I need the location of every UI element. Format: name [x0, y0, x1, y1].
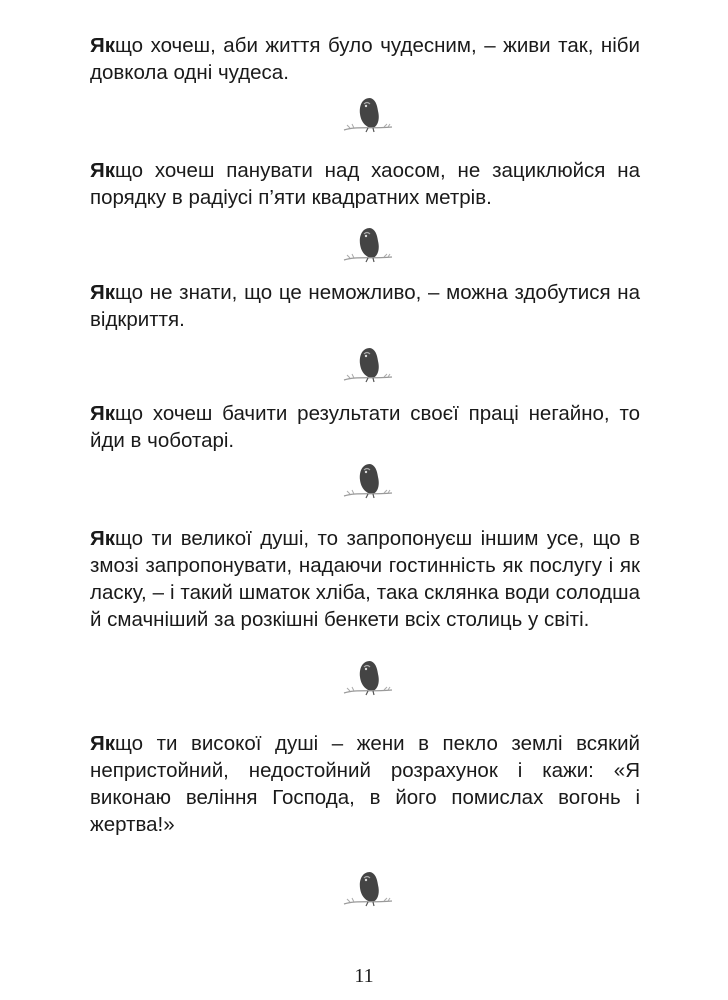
paragraph-lead: Як: [90, 34, 115, 57]
paragraph-text: що хочеш, аби життя було чудесним, – живи так, ніби довкола одні чудеса.: [90, 34, 640, 84]
paragraph-lead: Як: [90, 402, 115, 425]
owl-icon: [340, 458, 396, 506]
paragraph-lead: Як: [90, 732, 115, 755]
paragraph-4: [90, 400, 640, 454]
paragraph-text: що хочеш бачити результати своєї праці негайно, то йди в чоботарі.: [90, 402, 640, 452]
paragraph-1: [90, 32, 640, 86]
paragraph-6: [90, 730, 640, 838]
paragraph-2: [90, 157, 640, 211]
owl-icon: [340, 342, 396, 390]
owl-icon: [340, 222, 396, 270]
paragraph-lead: Як: [90, 159, 115, 182]
page-number: 11: [354, 965, 374, 987]
paragraph-text: що не знати, що це неможливо, – можна здобутися на відкриття.: [90, 281, 640, 331]
paragraph-text: що хочеш панувати над хаосом, не зациклюйся на порядку в радіусі п’яти квадратних метрів.: [90, 159, 640, 209]
paragraph-3: [90, 279, 640, 333]
paragraph-text: що ти великої душі, то запропонуєш іншим усе, що в змозі запропонувати, надаючи гостинність як послугу і як ласку, – і такий шматок хліба, така склянка води солодша й смачніший за розкішні бенкети всіх столиць у світі.: [90, 527, 640, 631]
paragraph-5: [90, 525, 640, 633]
paragraph-lead: Як: [90, 527, 115, 550]
paragraph-text: що ти високої душі – жени в пекло землі всякий непристойний, недостойний розрахунок і кажи: «Я виконаю веління Господа, в його помислах вогонь і жертва!»: [90, 732, 640, 836]
owl-icon: [340, 866, 396, 914]
paragraph-lead: Як: [90, 281, 115, 304]
owl-icon: [340, 655, 396, 703]
owl-icon: [340, 92, 396, 140]
